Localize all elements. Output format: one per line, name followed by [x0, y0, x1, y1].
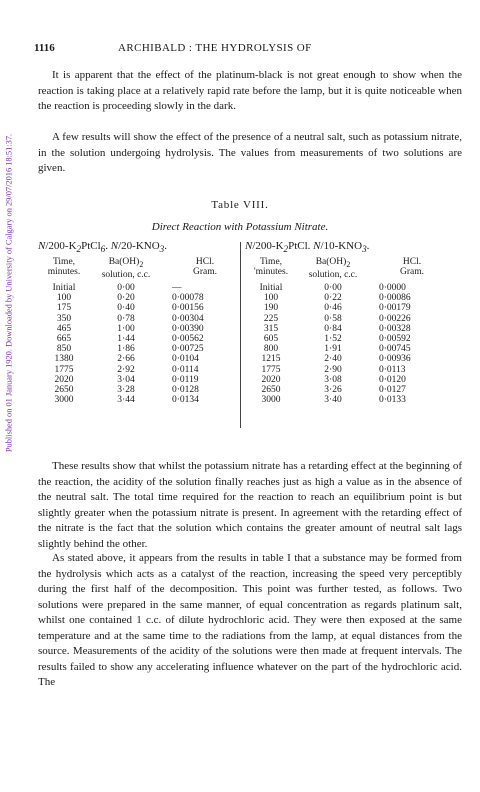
table-divider [240, 242, 241, 428]
hcl-cell: 0·00936 [379, 354, 411, 365]
baoh2-cell: 1·91 [324, 344, 342, 355]
table-row [38, 303, 238, 313]
table-row [38, 385, 238, 395]
hcl-cell: 0·00562 [172, 333, 204, 344]
table-right [245, 241, 457, 405]
page-number: 1116 [34, 42, 55, 54]
baoh2-cell: 2·90 [324, 364, 342, 375]
baoh2-cell: 3·44 [117, 395, 135, 406]
baoh2-cell: 0·20 [117, 293, 135, 304]
table-row [245, 303, 445, 313]
hcl-cell: 0·0104 [172, 354, 199, 365]
hcl-cell: — [172, 282, 182, 293]
download-notice [2, 58, 16, 528]
table-subtitle: Direct Reaction with Potassium Nitrate. [151, 221, 329, 233]
paragraph-4: As stated above, it appears from the results in table I that a substance may be formed from the hydrolysis which acts as a catalyst of the reaction, increasing the speed very perceptibly during the first half of the decomposition. This point was further tested, as follows. Two solutions were prepared in the same manner, of equal concentration as regards platinum salt, whilst one contained 1 c.c. of dilute hydrochloric acid. They were then exposed at the same temperature and at the same time to the radiations from the lamp, at equal distances from the source. Measurements of the acidity of the solutions were then made at frequent intervals. The results failed to show any accelerating influence whatever on the part of the hydrochloric acid. The [38, 552, 462, 688]
time-cell: 100 [56, 293, 72, 304]
time-cell: 850 [56, 344, 72, 355]
hcl-cell: 0·00328 [379, 323, 411, 334]
time-cell: 605 [263, 333, 279, 344]
time-cell: 3000 [261, 395, 281, 406]
time-cell: 665 [56, 333, 72, 344]
hcl-cell: 0·00226 [379, 313, 411, 324]
baoh2-cell: 0·46 [324, 303, 342, 314]
column-header-baoh2: $Ba(OH)_2$ solution, c.c. [308, 257, 358, 280]
time-cell: Initial [52, 282, 76, 293]
time-cell: 2650 [261, 384, 281, 395]
time-cell: 190 [263, 303, 279, 314]
hcl-cell: 0·00086 [379, 293, 411, 304]
baoh2-cell: 1·00 [117, 323, 135, 334]
column-header-hcl: HCl. Gram. [399, 257, 424, 277]
table-row [245, 293, 445, 303]
table-row [245, 314, 445, 324]
baoh2-cell: 0·00 [324, 282, 342, 293]
baoh2-cell: 3·08 [324, 374, 342, 385]
hcl-cell: 0·0134 [172, 395, 199, 406]
time-cell: 350 [56, 313, 72, 324]
table-left-title: $N/200-K_2PtCl_6$. $N/20-KNO_3$. [38, 240, 167, 255]
paragraph-2: A few results will show the effect of the presence of a neutral salt, such as potassium nitrate, in the solution undergoing hydrolysis. The values from measurements of two solutions are given. [38, 131, 462, 174]
hcl-cell: 0·0119 [172, 374, 199, 385]
hcl-cell: 0·00179 [379, 303, 411, 314]
column-header-baoh2: $Ba(OH)_2$ solution, c.c. [101, 257, 151, 280]
time-cell: 2020 [54, 374, 74, 385]
table-row [38, 365, 238, 375]
time-cell: 2020 [261, 374, 281, 385]
hcl-cell: 0·0114 [172, 364, 199, 375]
table-row [38, 314, 238, 324]
table-row [38, 293, 238, 303]
hcl-cell: 0·0113 [379, 364, 406, 375]
column-header-time: Time, 'minutes. [253, 257, 289, 277]
table-row [38, 375, 238, 385]
time-cell: 1380 [54, 354, 74, 365]
baoh2-cell: 0·22 [324, 293, 342, 304]
time-cell: 3000 [54, 395, 74, 406]
paragraph-3: These results show that whilst the potassium nitrate has a retarding effect at the beginning of the reaction, the acidity of the solution finally reaches just as high a value as in the absence of the neutral salt. The total time required for the reaction to reach an equilibrium point is but slightly greater when the potassium nitrate is present. In agreement with the retarding effect of the nitrate is the fact that the solution which contains the greater amount of neutral salt lags slightly behind the other. [38, 460, 462, 550]
hcl-cell: 0·00390 [172, 323, 204, 334]
table-row [38, 395, 238, 405]
baoh2-cell: 0·84 [324, 323, 342, 334]
table-row [38, 283, 238, 293]
download-notice-text: Published on 01 January 1920. Downloaded by University of Calgary on 29/07/2016 18:51:37. [4, 133, 14, 453]
baoh2-cell: 0·00 [117, 282, 135, 293]
table-row [38, 334, 238, 344]
running-head: ARCHIBALD : THE HYDROLYSIS OF [118, 42, 312, 54]
hcl-cell: 0·0120 [379, 374, 406, 385]
time-cell: 2650 [54, 384, 74, 395]
table-row [245, 283, 445, 293]
table-row [38, 344, 238, 354]
hcl-cell: 0·00156 [172, 303, 204, 314]
baoh2-cell: 2·40 [324, 354, 342, 365]
table-row [245, 365, 445, 375]
page-header [34, 42, 462, 56]
baoh2-cell: 3·28 [117, 384, 135, 395]
baoh2-cell: 3·40 [324, 395, 342, 406]
hcl-cell: 0·00304 [172, 313, 204, 324]
hcl-cell: 0·00725 [172, 344, 204, 355]
table-row [245, 354, 445, 364]
table-row [38, 354, 238, 364]
table-left [38, 241, 250, 405]
time-cell: 1775 [261, 364, 281, 375]
table-row [245, 344, 445, 354]
hcl-cell: 0·0127 [379, 384, 406, 395]
hcl-cell: 0·0128 [172, 384, 199, 395]
time-cell: 175 [56, 303, 72, 314]
table-row [245, 385, 445, 395]
hcl-cell: 0·00078 [172, 293, 204, 304]
baoh2-cell: 0·58 [324, 313, 342, 324]
table-row [245, 324, 445, 334]
table-right-title: $N/200-K_2PtCl$. $N/10-KNO_3$. [245, 240, 370, 255]
time-cell: 100 [263, 293, 279, 304]
baoh2-cell: 1·86 [117, 344, 135, 355]
baoh2-cell: 1·44 [117, 333, 135, 344]
hcl-cell: 0·0000 [379, 282, 406, 293]
baoh2-cell: 0·78 [117, 313, 135, 324]
time-cell: 225 [263, 313, 279, 324]
hcl-cell: 0·0133 [379, 395, 406, 406]
time-cell: 1775 [54, 364, 74, 375]
baoh2-cell: 2·66 [117, 354, 135, 365]
time-cell: 1215 [261, 354, 281, 365]
table-row [38, 324, 238, 334]
column-header-time: Time, minutes. [47, 257, 81, 277]
baoh2-cell: 3·26 [324, 384, 342, 395]
baoh2-cell: 0·40 [117, 303, 135, 314]
baoh2-cell: 2·92 [117, 364, 135, 375]
time-cell: Initial [259, 282, 283, 293]
table-row [245, 334, 445, 344]
table-title: Table VIII. [211, 199, 269, 211]
baoh2-cell: 1·52 [324, 333, 342, 344]
column-header-hcl: HCl. Gram. [192, 257, 217, 277]
time-cell: 315 [263, 323, 279, 334]
baoh2-cell: 3·04 [117, 374, 135, 385]
table-row [245, 375, 445, 385]
table-row [245, 395, 445, 405]
time-cell: 465 [56, 323, 72, 334]
paragraph-1: It is apparent that the effect of the platinum-black is not great enough to show when the reaction is taking place at a relatively rapid rate before the lamp, but it is quite noticeable when the reaction is proceeding slowly in the dark. [38, 69, 462, 112]
hcl-cell: 0·00592 [379, 333, 411, 344]
hcl-cell: 0·00745 [379, 344, 411, 355]
time-cell: 800 [263, 344, 279, 355]
